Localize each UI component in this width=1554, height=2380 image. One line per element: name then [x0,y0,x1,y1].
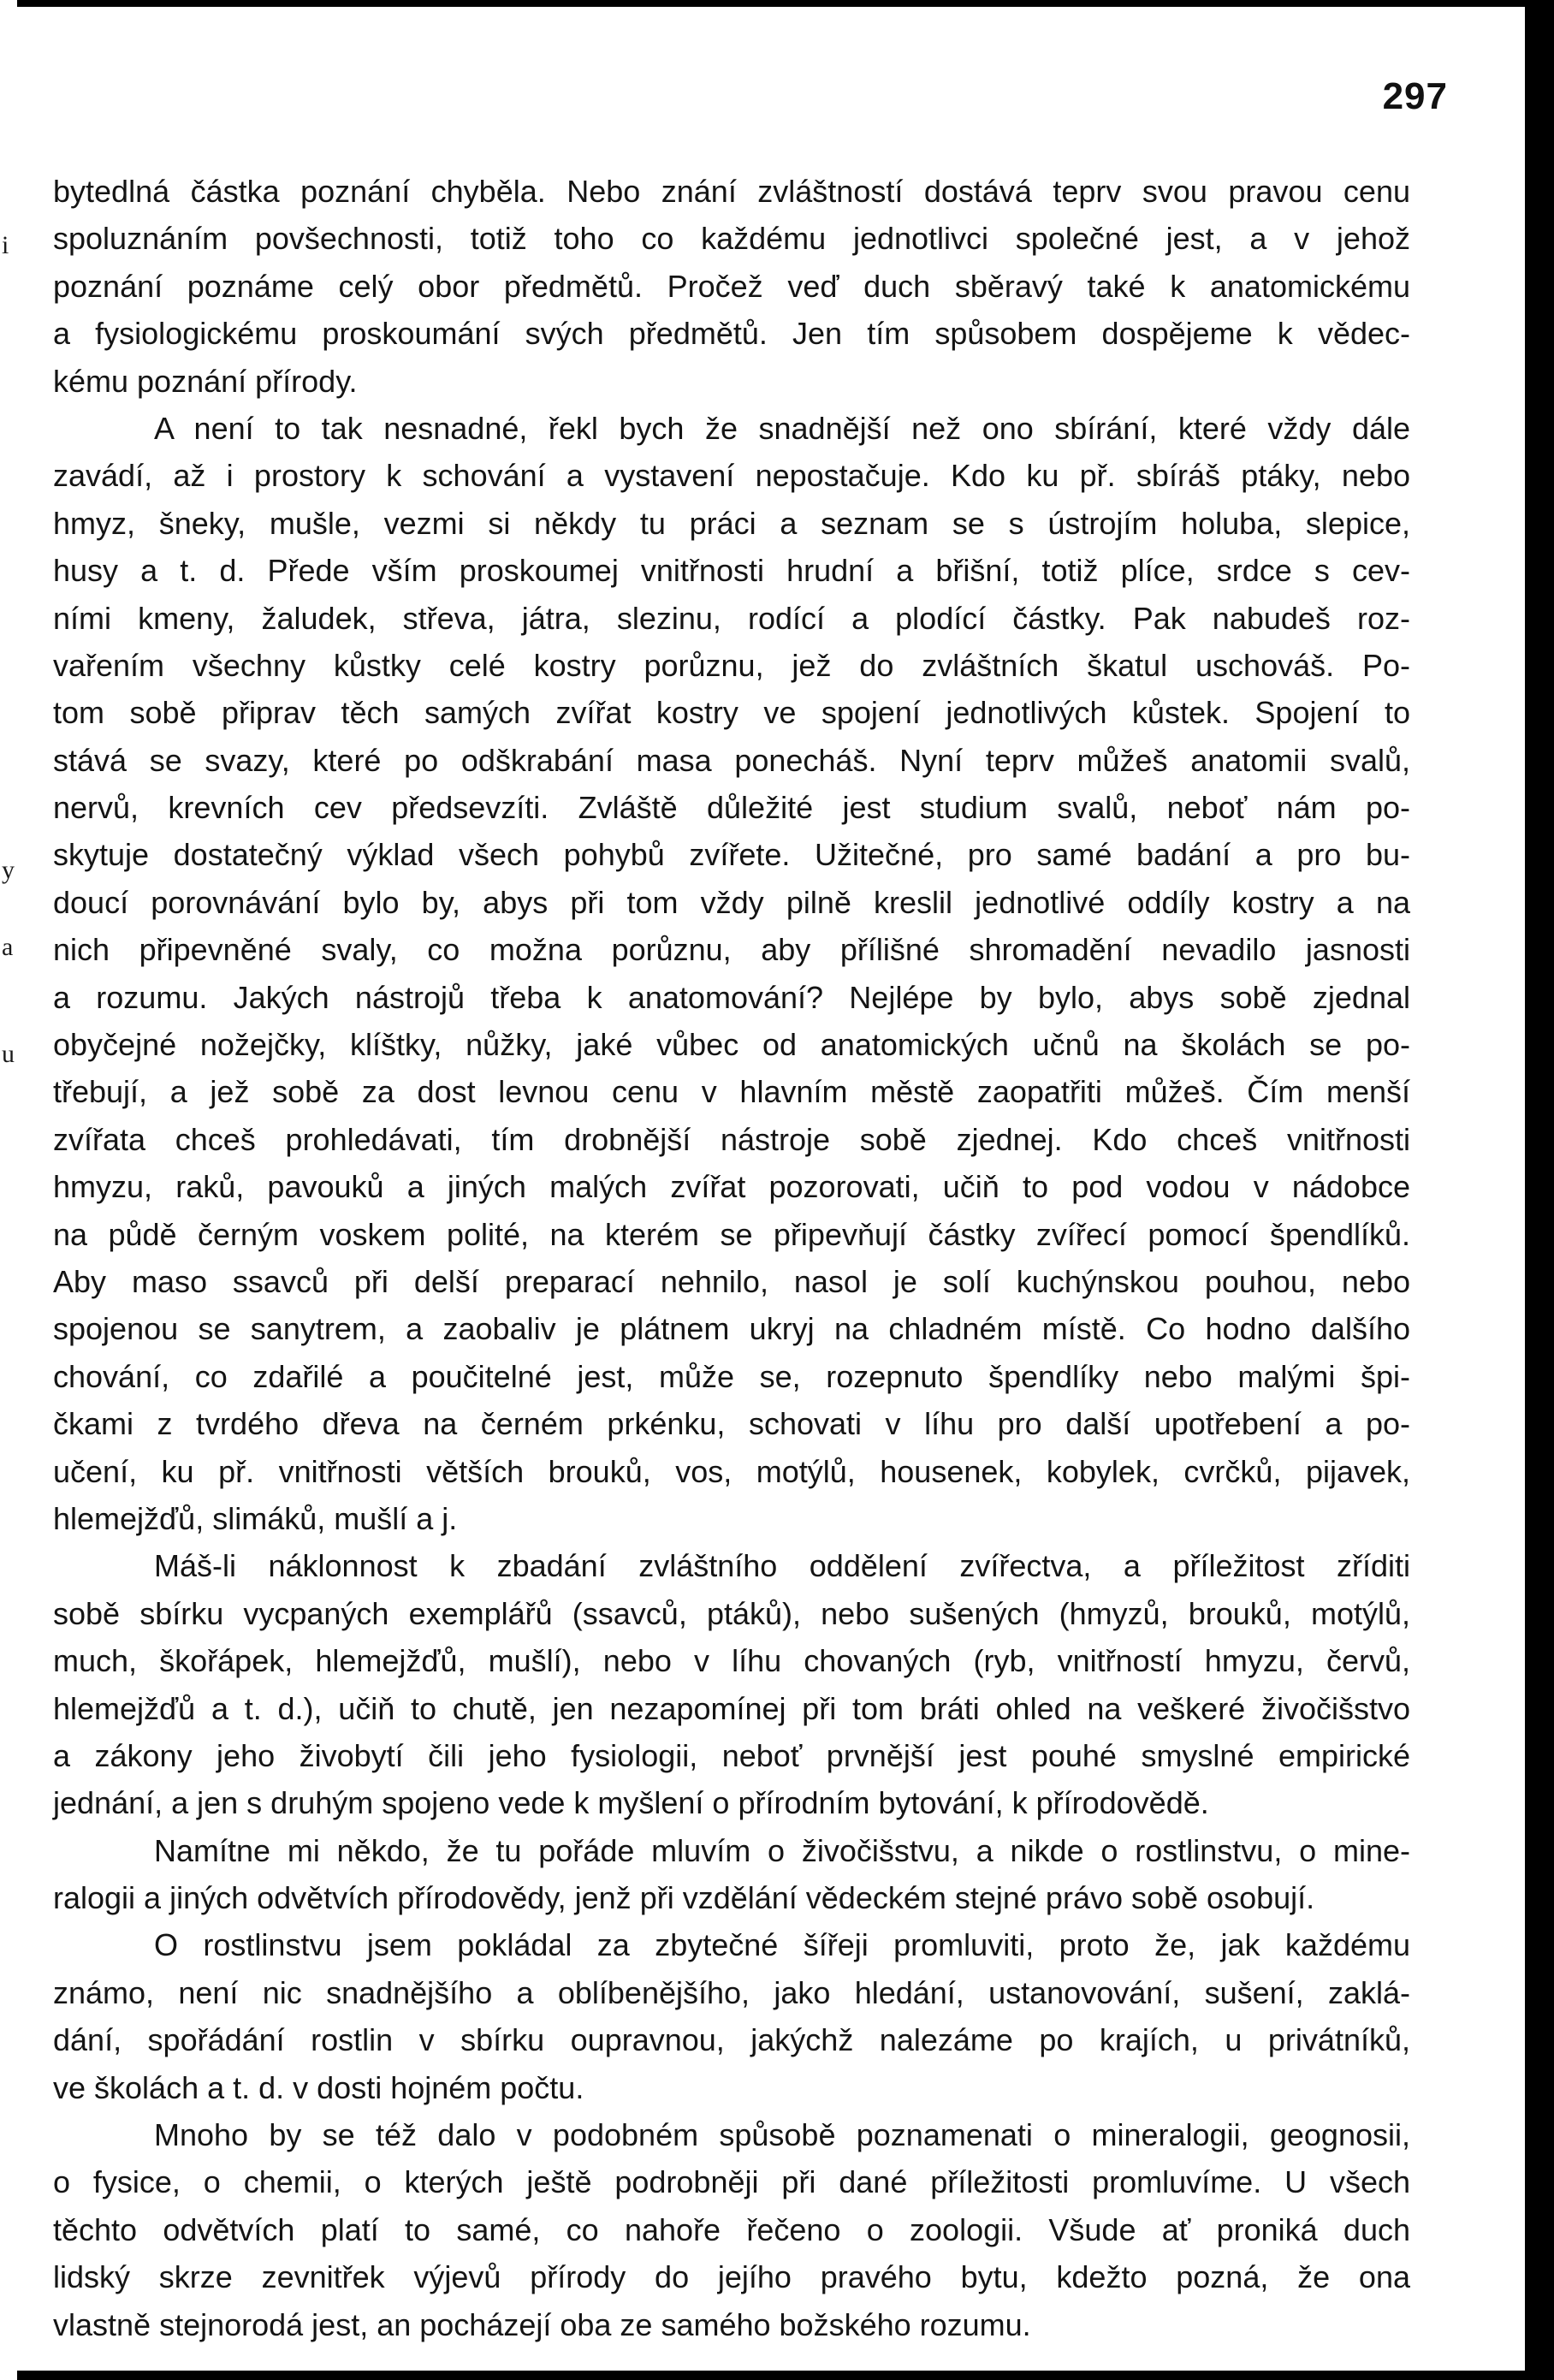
text-line: těchto odvětvích platí to samé, co nahoře řečeno o zoologii. Všude ať proniká duch [53,2211,1410,2247]
text-line: učení, ku př. vnitřnosti větších brouků, vos, motýlů, housenek, kobylek, cvrčků, pijavek, [53,1453,1410,1489]
text-line: spoluznáním povšechnosti, totiž toho co každému jednotlivci společné jest, a v jehož [53,221,1410,257]
text-line: much, škořápek, hlemejžďů, mušlí), nebo v líhu chovaných (ryb, vnitřností hmyzu, červů, [53,1643,1410,1679]
text-line: poznání poznáme celý obor předmětů. Pročež veď duch sběravý také k anatomickému [53,268,1410,304]
text-line: bytedlná částka poznání chyběla. Nebo znání zvláštností dostává teprv svou pravou cenu [53,174,1410,209]
margin-fragment: u [2,1040,15,1068]
text-line: vařením všechny kůstky celé kostry porůznu, jež do zvláštních škatul uschováš. Po- [53,647,1410,683]
text-line: obyčejné nožejčky, klíštky, nůžky, jaké vůbec od anatomických učnů na školách se po- [53,1027,1410,1063]
text-line: husy a t. d. Přede vším proskoumej vnitřnosti hrudní a břišní, totiž plíce, srdce s cev- [53,553,1410,589]
text-line: o fysice, o chemii, o kterých ještě podrobněji při dané příležitosti promluvíme. U všech [53,2164,1410,2200]
text-line: hlemejžďů, slimáků, mušlí a j. [53,1500,458,1536]
text-line: a zákony jeho živobytí čili jeho fysiologii, neboť prvnější jest pouhé smyslné empirické [53,1737,1410,1773]
text-line: ve školách a t. d. v dosti hojném počtu. [53,2069,584,2105]
text-line: zavádí, až i prostory k schování a vystavení nepostačuje. Kdo ku př. sbíráš ptáky, nebo [53,458,1410,494]
text-line: doucí porovnávání bylo by, abys při tom vždy pilně kreslil jednotlivé oddíly kostry a na [53,884,1410,920]
text-line: A není to tak nesnadné, řekl bych že snadnější než ono sbírání, které vždy dále [154,410,1410,446]
text-line: Aby maso ssavců při delší preparací nehnilo, nasol je solí kuchýnskou pouhou, nebo [53,1263,1410,1299]
text-line: lidský skrze zevnitřek výjevů přírody do jejího pravého bytu, kdežto pozná, že ona [53,2259,1410,2295]
adjacent-page-margin [0,0,17,2380]
margin-fragment: i [2,231,9,259]
text-line: nervů, krevních cev předsevzíti. Zvláště důležité jest studium svalů, neboť nám po- [53,790,1410,826]
text-line: skytuje dostatečný výklad všech pohybů zvířete. Užitečné, pro samé badání a pro bu- [53,837,1410,873]
text-line: vlastně stejnorodá jest, an pocházejí oba ze samého božského rozumu. [53,2306,1031,2342]
margin-fragment: y [2,856,15,884]
text-line: ními kmeny, žaludek, střeva, játra, slezinu, rodící a plodící částky. Pak nabudeš roz- [53,600,1410,636]
text-line: a rozumu. Jakých nástrojů třeba k anatomování? Nejlépe by bylo, abys sobě zjednal [53,979,1410,1015]
text-line: hmyzu, raků, pavouků a jiných malých zvířat pozorovati, učiň to pod vodou v nádobce [53,1169,1410,1205]
text-line: jednání, a jen s druhým spojeno vede k myšlení o přírodním bytování, k přírodovědě. [53,1785,1209,1821]
text-line: Namítne mi někdo, že tu pořáde mluvím o živočišstvu, a nikde o rostlinstvu, o mine- [154,1832,1410,1868]
text-line: O rostlinstvu jsem pokládal za zbytečné šířeji promluviti, proto že, jak každému [154,1927,1410,1963]
page-number: 297 [1382,75,1448,117]
text-line: Mnoho by se též dalo v podobném spůsobě poznamenati o mineralogii, geognosii, [154,2117,1410,2153]
text-line: na půdě černým voskem polité, na kterém se připevňují částky zvířecí pomocí špendlíků. [53,1216,1410,1252]
text-line: čkami z tvrdého dřeva na černém prkénku, schovati v líhu pro další upotřebení a po- [53,1406,1410,1442]
book-page [17,7,1525,2371]
text-line: sobě sbírku vycpaných exemplářů (ssavců, ptáků), nebo sušených (hmyzů, brouků, motýlů, [53,1595,1410,1631]
text-line: a fysiologickému proskoumání svých předmětů. Jen tím spůsobem dospějeme k vědec- [53,316,1410,352]
text-line: hmyz, šneky, mušle, vezmi si někdy tu práci a seznam se s ústrojím holuba, slepice, [53,505,1410,541]
text-line: zvířata chceš prohledávati, tím drobnější nástroje sobě zjednej. Kdo chceš vnitřnosti [53,1121,1410,1157]
text-line: hlemejžďů a t. d.), učiň to chutě, jen nezapomínej při tom bráti ohled na veškeré živočišstvo [53,1690,1410,1726]
text-line: známo, není nic snadnějšího a oblíbenějšího, jako hledání, ustanovování, sušení, zaklá- [53,1974,1410,2010]
text-line: Máš-li náklonnost k zbadání zvláštního oddělení zvířectva, a příležitost zříditi [154,1548,1410,1584]
text-line: chování, co zdařilé a poučitelné jest, může se, rozepnuto špendlíky nebo malými špi- [53,1358,1410,1394]
text-line: stává se svazy, které po odškrabání masa ponecháš. Nyní teprv můžeš anatomii svalů, [53,742,1410,778]
text-line: nich připevněné svaly, co možna porůznu, aby přílišné shromadění nevadilo jasnosti [53,932,1410,968]
text-line: ralogii a jiných odvětvích přírodovědy, jenž při vzdělání vědeckém stejné právo sobě osobují. [53,1880,1315,1916]
text-line: spojenou se sanytrem, a zaobaliv je plátnem ukryj na chladném místě. Co hodno dalšího [53,1311,1410,1347]
text-line: dání, spořádání rostlin v sbírku oupravnou, jakýchž nalezáme po krajích, u privátníků, [53,2022,1410,2058]
text-line: kému poznání přírody. [53,363,358,399]
margin-fragment: a [2,933,14,961]
text-line: třebují, a jež sobě za dost levnou cenu v hlavním městě zaopatřiti můžeš. Čím menší [53,1074,1410,1110]
text-line: tom sobě připrav těch samých zvířat kostry ve spojení jednotlivých kůstek. Spojení to [53,695,1410,731]
body-text [53,168,1410,2348]
